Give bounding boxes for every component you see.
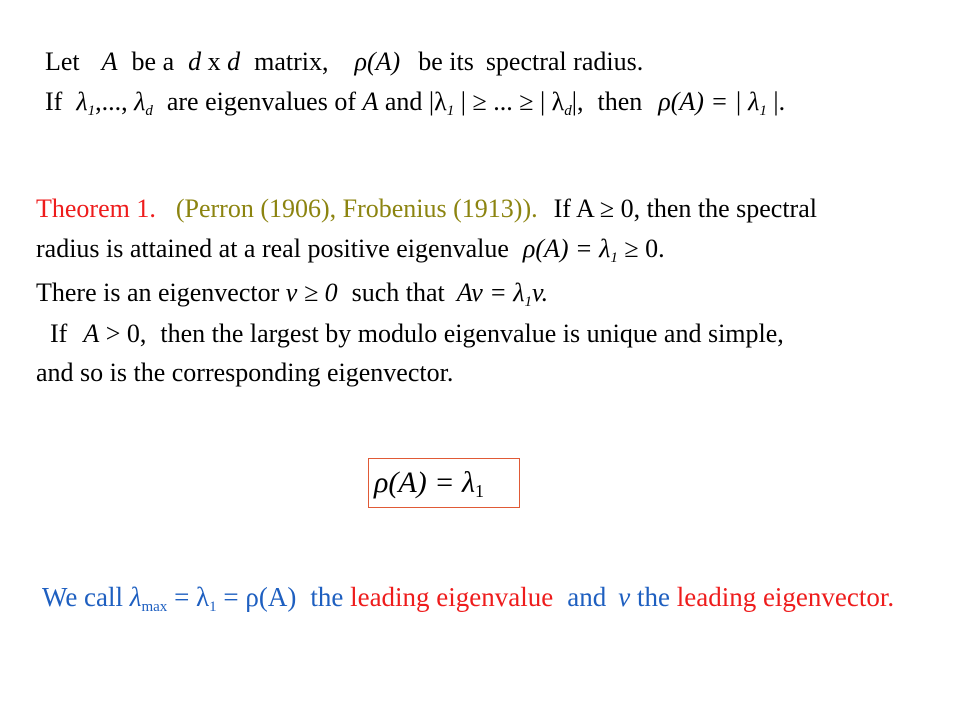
then-word: then	[597, 87, 643, 116]
are-eigenvalues-text: are eigenvalues of	[166, 87, 356, 116]
sub-max: max	[141, 599, 168, 615]
matrix-symbol: A	[362, 87, 379, 116]
dim-d2: d	[227, 47, 241, 76]
theorem-line-4	[50, 318, 784, 350]
theorem-line-3	[36, 277, 548, 309]
equals-rho: = ρ(A)	[216, 582, 297, 612]
rho-a: ρ(A)	[354, 47, 401, 76]
eigenvalue-order-line	[45, 86, 785, 118]
theorem-text-4: then the largest by modulo eigenvalue is unique and simple,	[160, 319, 784, 348]
sub-1: 1	[87, 103, 96, 119]
sub-d: d	[145, 103, 153, 119]
let-word: Let	[45, 47, 80, 76]
theorem-condition: If A ≥ 0, then the spectral	[553, 194, 817, 223]
line-end: |.	[766, 87, 786, 116]
lambda-1: λ	[76, 87, 88, 116]
lambda-max: λ	[129, 582, 142, 612]
theorem-text-2: radius is attained at a real positive eigenvalue	[36, 234, 509, 263]
positive-condition: > 0,	[99, 319, 147, 348]
nonneg-end: ≥ 0.	[617, 234, 665, 263]
theorem-attribution: (Perron (1906), Frobenius (1913)).	[175, 194, 538, 223]
sub-1: 1	[524, 294, 533, 310]
if-word: If	[50, 319, 68, 348]
conclusion-line	[42, 581, 894, 613]
theorem-line-2	[36, 233, 665, 265]
sub-1: 1	[446, 103, 455, 119]
theorem-line-1	[36, 193, 817, 225]
matrix-symbol: A	[101, 47, 118, 76]
the-word: the	[636, 582, 670, 612]
abs-close: |,	[571, 87, 584, 116]
theorem-line-5	[36, 357, 453, 389]
be-its-text: be its	[418, 47, 474, 76]
rho-a: ρ(A)	[374, 466, 427, 499]
rho-equation: ρ(A) = | λ	[658, 87, 760, 116]
eigenvector-v: v ≥ 0	[285, 278, 338, 307]
dim-d1: d	[188, 47, 202, 76]
sub-1: 1	[474, 481, 484, 501]
theorem-label: Theorem 1.	[36, 194, 156, 223]
rho-formula: ρ(A) = λ	[522, 234, 611, 263]
such-that-text: such that	[351, 278, 445, 307]
boxed-formula	[368, 458, 520, 508]
inequality-chain: | ≥ ... ≥ | λ	[454, 87, 565, 116]
theorem-text-3: There is an eigenvector	[36, 278, 280, 307]
sub-1: 1	[759, 103, 767, 119]
matrix-word: matrix,	[254, 47, 329, 76]
definition-line	[45, 46, 643, 78]
v-symbol: v	[618, 582, 631, 612]
leading-eigenvector-text: leading eigenvector.	[676, 582, 895, 612]
equals-lambda-1: = λ	[167, 582, 210, 612]
if-word: If	[45, 87, 63, 116]
matrix-symbol: A	[83, 319, 100, 348]
spectral-radius-text: spectral radius.	[485, 47, 644, 76]
equals-lambda: = λ	[426, 466, 475, 499]
sub-1: 1	[610, 250, 618, 266]
times-x: x	[207, 47, 221, 76]
sub-1: 1	[209, 599, 217, 615]
dots: ,...,	[95, 87, 128, 116]
we-call-text: We call	[42, 582, 124, 612]
leading-eigenvalue-text: leading eigenvalue	[350, 582, 554, 612]
theorem-text-5: and so is the corresponding eigenvector.	[36, 358, 454, 387]
the-word: the	[310, 582, 344, 612]
sub-d: d	[564, 103, 572, 119]
lambda-d: λ	[134, 87, 146, 116]
av-formula: Av = λ	[456, 278, 525, 307]
be-a-text: be a	[131, 47, 175, 76]
and-word: and	[567, 582, 607, 612]
v-end: v.	[532, 278, 549, 307]
and-abs-lambda: and |λ	[384, 87, 447, 116]
